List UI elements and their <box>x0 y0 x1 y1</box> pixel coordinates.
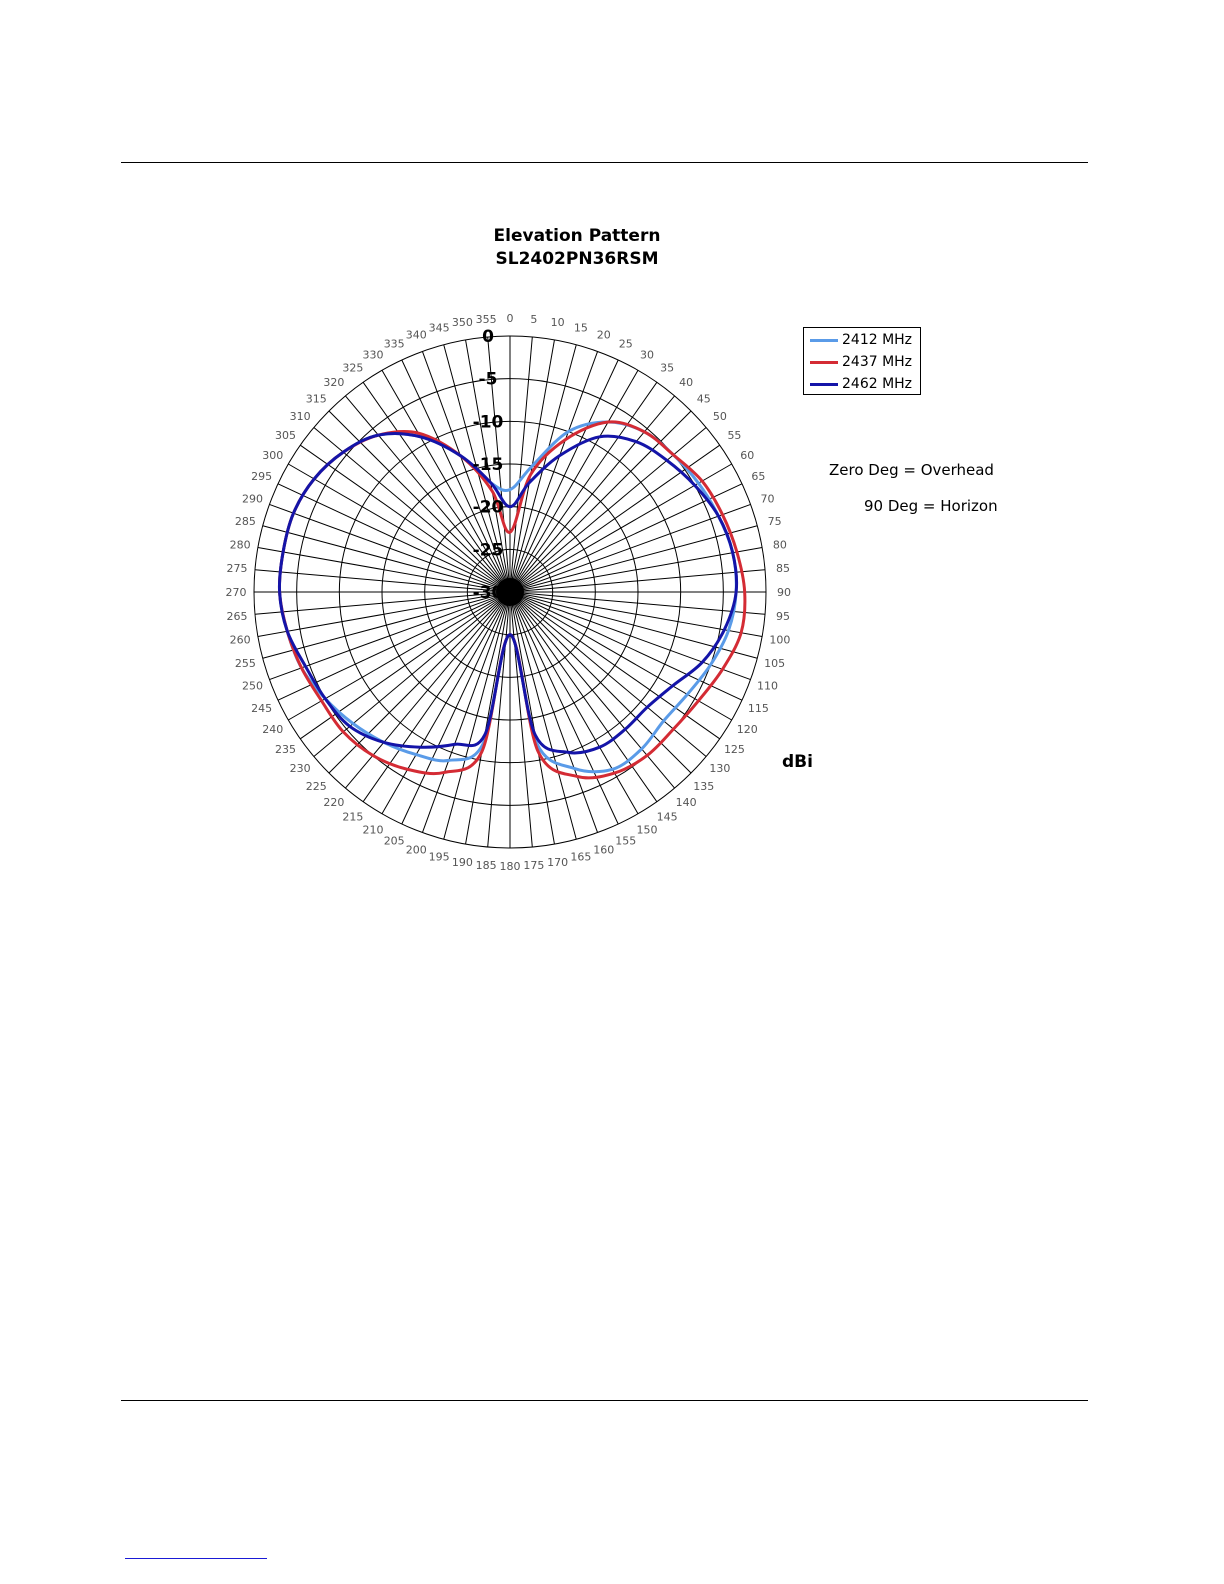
angle-tick-label: 290 <box>242 492 264 506</box>
angle-tick-label: 200 <box>405 843 427 857</box>
angle-tick-label: 115 <box>747 701 769 715</box>
angle-tick-label: 320 <box>323 376 345 390</box>
angle-tick-label: 145 <box>656 810 678 824</box>
angle-tick-label: 305 <box>275 428 297 442</box>
angle-tick-label: 180 <box>499 860 521 873</box>
series-lines <box>279 422 744 778</box>
angle-tick-label: 120 <box>736 723 758 736</box>
note-zero-deg: Zero Deg = Overhead <box>829 461 994 479</box>
angle-tick-label: 50 <box>712 409 727 423</box>
angle-tick-label: 355 <box>475 313 497 327</box>
angle-tick-label: 110 <box>756 679 778 693</box>
angle-tick-label: 70 <box>760 492 775 506</box>
angle-tick-label: 255 <box>234 656 256 670</box>
angle-tick-label: 265 <box>226 609 248 623</box>
angle-tick-label: 90 <box>777 586 791 599</box>
angle-tick-label: 30 <box>640 348 654 362</box>
radial-tick-label: -15 <box>472 455 504 475</box>
angle-tick-label: 215 <box>342 810 364 824</box>
angle-tick-label: 260 <box>229 633 251 647</box>
angle-tick-label: 325 <box>342 361 364 375</box>
legend-swatch-2437 <box>810 361 838 364</box>
angle-tick-label: 300 <box>262 449 284 462</box>
radial-tick-label: -20 <box>472 497 504 518</box>
legend-swatch-2412 <box>810 339 838 342</box>
angle-tick-label: 160 <box>593 843 615 857</box>
angle-tick-label: 15 <box>573 321 588 335</box>
angle-tick-label: 125 <box>723 743 745 757</box>
angle-tick-label: 335 <box>383 337 405 351</box>
angle-tick-label: 40 <box>679 376 694 390</box>
angle-tick-label: 35 <box>660 361 675 375</box>
angle-tick-label: 190 <box>451 855 473 869</box>
angle-tick-label: 65 <box>751 470 766 484</box>
angle-tick-label: 350 <box>451 316 473 330</box>
angle-tick-label: 155 <box>615 834 637 848</box>
angle-tick-label: 250 <box>242 679 264 693</box>
angle-tick-label: 45 <box>696 392 711 406</box>
footer-link-underline <box>125 1558 267 1559</box>
legend-item-2412 <box>810 329 912 351</box>
angle-tick-label: 280 <box>229 538 251 552</box>
angle-tick-label: 80 <box>772 538 787 552</box>
angle-tick-label: 220 <box>323 795 345 809</box>
grid-spoke <box>510 592 742 700</box>
angle-tick-label: 245 <box>251 701 273 715</box>
angle-tick-label: 175 <box>523 858 545 872</box>
angle-tick-label: 195 <box>428 850 450 864</box>
footer-rule <box>121 1400 1088 1401</box>
angle-tick-label: 5 <box>530 313 538 327</box>
angle-tick-label: 105 <box>764 656 786 670</box>
angle-tick-label: 340 <box>405 328 427 342</box>
grid-spoke <box>510 592 576 839</box>
legend-swatch-2462 <box>810 383 838 386</box>
angle-tick-label: 345 <box>428 321 450 335</box>
radial-tick-label: 0 <box>482 327 494 347</box>
angle-tick-label: 85 <box>775 562 790 576</box>
legend-item-2437 <box>810 351 912 373</box>
angle-tick-label: 310 <box>289 409 311 423</box>
angle-tick-label: 150 <box>636 823 658 837</box>
angle-tick-label: 140 <box>675 795 697 809</box>
angle-tick-label: 0 <box>506 312 514 325</box>
angle-tick-label: 135 <box>693 779 715 793</box>
chart-title: Elevation Pattern <box>493 226 661 246</box>
legend-label-2412: 2412 MHz <box>842 332 913 348</box>
unit-label: dBi <box>782 752 813 772</box>
angle-tick-label: 285 <box>234 515 256 529</box>
radial-tick-label: -5 <box>478 369 498 390</box>
chart-legend <box>803 327 921 395</box>
grid-spoke <box>510 526 757 592</box>
angle-tick-label: 95 <box>775 609 790 623</box>
angle-tick-label: 20 <box>596 328 611 342</box>
angle-tick-label: 170 <box>547 855 569 869</box>
angle-tick-label: 25 <box>618 337 633 351</box>
angle-tick-label: 165 <box>570 850 592 864</box>
angle-tick-label: 185 <box>475 858 497 872</box>
angle-tick-label: 240 <box>262 723 284 736</box>
radial-tick-label: -25 <box>472 540 504 561</box>
grid-spoke <box>444 592 510 839</box>
angle-tick-label: 270 <box>225 586 247 599</box>
chart-subtitle: SL2402PN36RSM <box>495 249 659 269</box>
angle-tick-label: 230 <box>289 762 311 776</box>
angle-tick-label: 315 <box>305 392 327 406</box>
angle-tick-label: 130 <box>709 762 731 776</box>
note-ninety-deg: 90 Deg = Horizon <box>864 497 998 515</box>
angle-tick-label: 205 <box>383 834 405 848</box>
angle-tick-label: 10 <box>550 316 565 330</box>
legend-item-2462 <box>810 373 912 395</box>
grid-spoke <box>510 360 618 592</box>
legend-label-2437: 2437 MHz <box>842 354 913 370</box>
radial-tick-label: -10 <box>472 412 504 433</box>
angle-tick-label: 100 <box>769 633 791 647</box>
angle-tick-label: 210 <box>362 823 384 837</box>
angle-tick-label: 55 <box>727 428 742 442</box>
angle-tick-label: 330 <box>362 348 384 362</box>
angle-tick-label: 235 <box>275 743 297 757</box>
angle-tick-label: 275 <box>226 562 248 576</box>
angle-tick-label: 225 <box>305 779 327 793</box>
radial-tick-label: -30 <box>472 583 504 603</box>
legend-label-2462: 2462 MHz <box>842 376 913 392</box>
angle-tick-label: 75 <box>767 515 782 529</box>
angle-tick-label: 60 <box>740 449 755 462</box>
angle-tick-label: 295 <box>251 470 273 484</box>
